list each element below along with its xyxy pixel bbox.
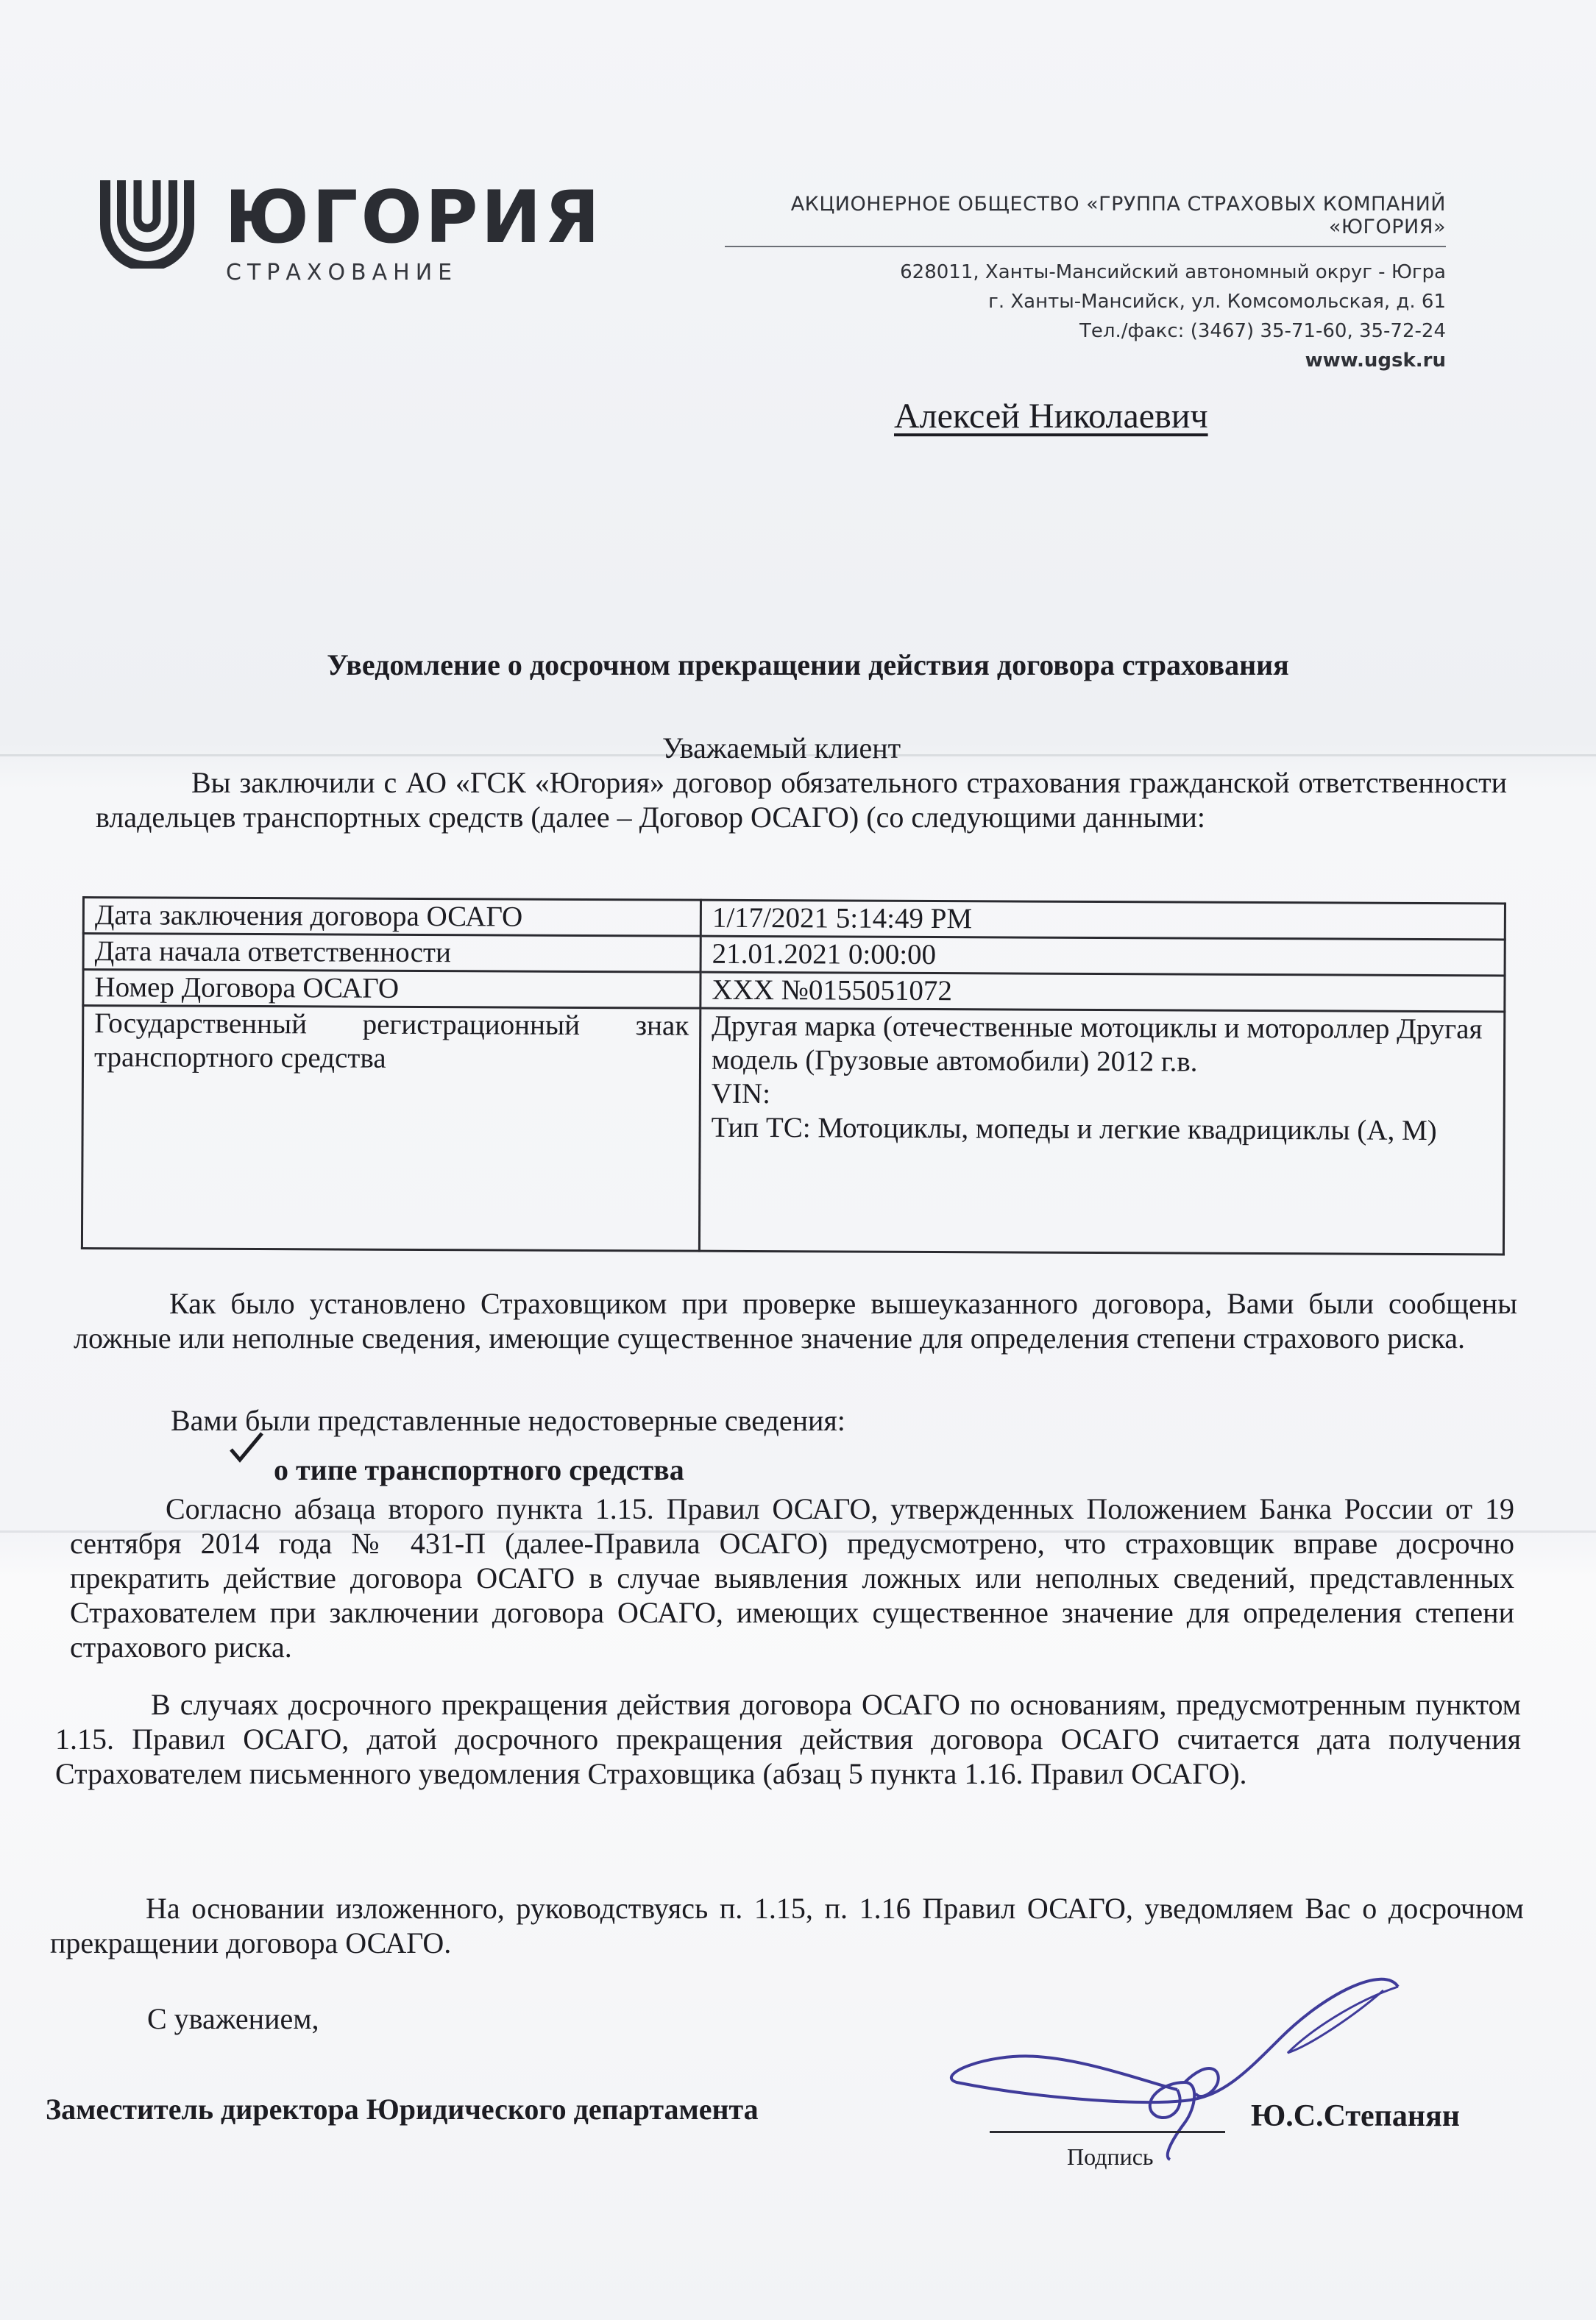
company-address-line1: 628011, Ханты-Мансийский автономный округ - Югра [900,261,1446,283]
table-value: 1/17/2021 5:14:49 PM [701,900,1505,940]
handwritten-signature [942,1972,1413,2163]
contract-details-table [81,896,1506,1255]
vehicle-type: Тип ТС: Мотоциклы, мопеды и легкие квадрициклы (A, M) [711,1111,1437,1147]
company-website: www.ugsk.ru [1305,350,1446,372]
table-value-vehicle [699,1008,1504,1255]
closing: С уважением, [147,2002,319,2035]
signature-caption: Подпись [1067,2143,1154,2170]
letter-title: Уведомление о досрочном прекращении действия договора страхования [327,648,1289,681]
logo-mark-icon [99,173,195,269]
termination-date-paragraph: В случаях досрочного прекращения действия договора ОСАГО по основаниям, предусмотренным пунктом 1.15. Правил ОСАГО, датой досрочного прекращения действия договора ОСАГО считается дата получения Страхователем письменного уведомления Страховщика (абзац 5 пункта 1.16. Правил ОСАГО). [55,1688,1521,1790]
company-logo [99,166,603,291]
table-row [82,1006,1504,1255]
company-name: АКЦИОНЕРНОЕ ОБЩЕСТВО «ГРУППА СТРАХОВЫХ КОМПАНИЙ «ЮГОРИЯ» [725,193,1446,247]
false-info-item: о типе транспортного средства [274,1453,684,1486]
table-row [83,898,1505,940]
checkmark-icon [228,1430,265,1464]
logo-subtitle: СТРАХОВАНИЕ [226,260,458,285]
table-row [83,970,1505,1012]
table-row [83,934,1505,976]
logo-name: ЮГОРИЯ [224,176,603,260]
greeting: Уважаемый клиент [662,731,901,765]
company-phone: Тел./факс: (3467) 35-71-60, 35-72-24 [1079,320,1446,342]
signatory-name: Ю.С.Степанян [1251,2099,1460,2133]
false-info-intro: Вами были представленные недостоверные сведения: [171,1404,845,1437]
table-label: Государственный регистрационный знак транспортного средства [82,1006,700,1252]
vehicle-model: Другая марка (отечественные мотоциклы и мотороллер Другая модель (Грузовые автомобили) 2012 г.в. [711,1010,1483,1078]
company-address-line2: г. Ханты-Мансийск, ул. Комсомольская, д. 61 [988,291,1446,313]
company-header [725,193,1446,375]
vehicle-vin: VIN: [711,1077,771,1110]
conclusion-paragraph: На основании изложенного, руководствуясь п. 1.15, п. 1.16 Правил ОСАГО, уведомляем Вас о досрочном прекращении договора ОСАГО. [50,1892,1524,1959]
table-value: ХХХ №0155051072 [701,972,1505,1012]
table-label: Дата начала ответственности [83,934,701,973]
table-value: 21.01.2021 0:00:00 [701,936,1505,976]
recipient-name: Алексей Николаевич [894,397,1208,436]
table-label: Дата заключения договора ОСАГО [83,898,701,937]
signature-line [990,2131,1225,2133]
table-label: Номер Договора ОСАГО [83,970,701,1009]
rules-paragraph: Согласно абзаца второго пункта 1.15. Правил ОСАГО, утвержденных Положением Банка России от 19 сентября 2014 года № 431-П (далее-Правила ОСАГО) предусмотрено, что страховщик вправе досрочно прекратить действие договора ОСАГО в случае выявления ложных или неполных сведений, представленных Страхователем при заключении договора ОСАГО, имеющих существенное значение для определения степени страхового риска. [70,1492,1514,1664]
signatory-position: Заместитель директора Юридического департамента [46,2093,759,2126]
finding-paragraph: Как было установлено Страховщиком при проверке вышеуказанного договора, Вами были сообщены ложные или неполные сведения, имеющие существенное значение для определения степени страхового риска. [74,1287,1517,1355]
intro-paragraph: Вы заключили с АО «ГСК «Югория» договор обязательного страхования гражданской ответственности владельцев транспортных средств (далее – Договор ОСАГО) (со следующими данными: [96,766,1507,834]
